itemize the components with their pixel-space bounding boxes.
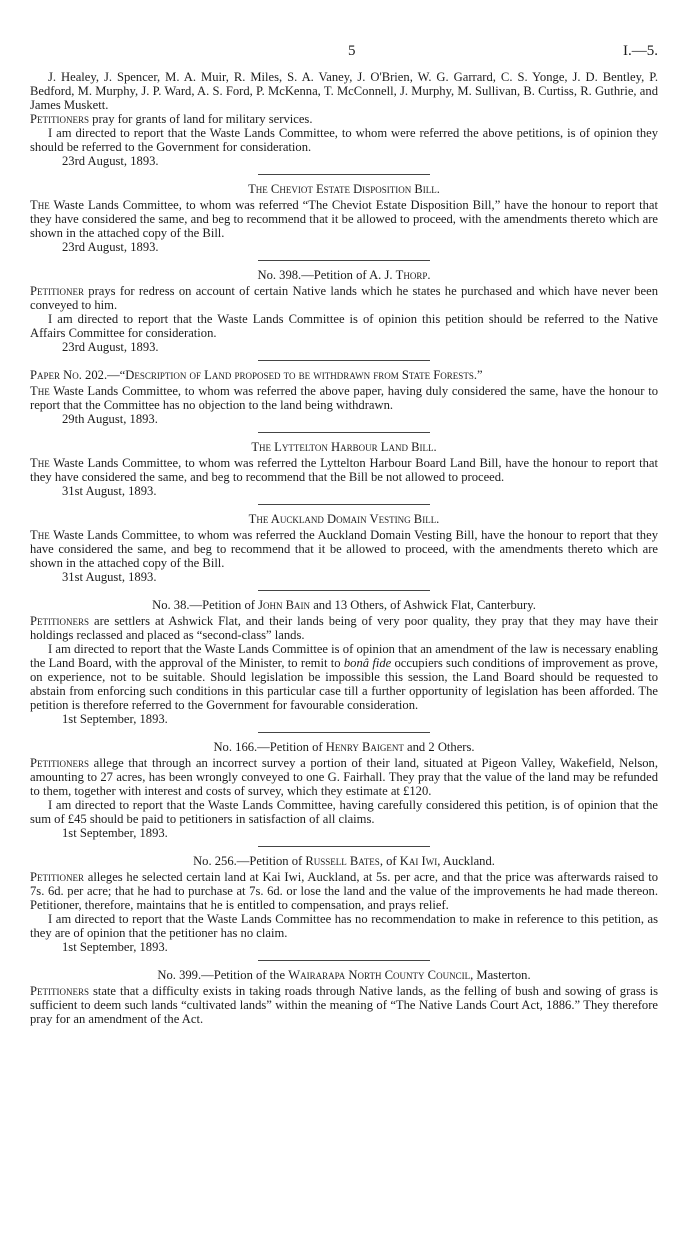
report-text: Waste Lands Committee, to whom was referred “The Cheviot Estate Disposition Bill,” have the honour to report that they have considered the same, and beg to recommend that it be allowed to proceed, with the amendments thereto which are shown in the attached copy of the Bill.	[30, 198, 658, 240]
committee-report	[30, 384, 658, 412]
petitioner-names: J. Healey, J. Spencer, M. A. Muir, R. Miles, S. A. Vaney, J. O'Brien, W. G. Garrard, C. S. Yonge, J. D. Bentley, P. Bedford, M. Murphy, J. P. Ward, A. S. Ford, P. McKenna, T. McConnell, J. Murphy, M. Sullivan, B. Curtiss, R. Guthrie, and James Muskett.	[30, 70, 658, 112]
petition-prayer	[30, 756, 658, 798]
prayer-text: state that a difficulty exists in taking roads through Native lands, as the felling of bush and sowing of grass is sufficient to deem such lands “cultivated lands” within the meaning of “The Native Lands Court Act, 1886.” They therefore pray for an amendment of the Act.	[30, 984, 658, 1026]
heading-text: and 2 Others.	[403, 740, 475, 754]
report-text: Waste Lands Committee, to whom was referred the Auckland Domain Vesting Bill, have the honour to report that they have considered the same, and beg to recommend that it be allowed to proceed, with the amendments thereto which are shown in the attached copy of the Bill.	[30, 528, 658, 570]
committee-report	[30, 456, 658, 484]
petition-prayer	[30, 870, 658, 912]
lead-word: The	[30, 198, 50, 212]
heading-text: No. 399.—Petition of the	[157, 968, 289, 982]
section-divider	[258, 504, 430, 505]
section-heading: The Cheviot Estate Disposition Bill.	[248, 182, 440, 196]
section-heading: The Lyttelton Harbour Land Bill.	[251, 440, 437, 454]
report-text: occupiers such conditions of improvement as prove, on experience, not to be suitable. Should legislation be impossible this session, the Land Board should be requested to abstain from enforcing such conditions in this particular case till a further opportunity of legislation has been afforded. The petition is therefore referred to the Government for favourable consideration.	[30, 656, 658, 712]
section-heading: The Auckland Domain Vesting Bill.	[248, 512, 440, 526]
lead-word: The	[30, 384, 50, 398]
section-heading	[30, 854, 658, 868]
lead-word: Petitioners	[30, 614, 89, 628]
lead-word: The	[30, 528, 50, 542]
report-text: I am directed to report that the Waste Lands Committee is of opinion that an amendment of the law is necessary enabling the Land Board, with the approval of the Minister, to remit to	[30, 642, 658, 670]
petitioner-name: Henry Baigent	[325, 740, 404, 754]
section-divider	[258, 960, 430, 961]
heading-text: No. 398.—Petition of A. J.	[257, 268, 396, 282]
petition-prayer	[30, 984, 658, 1026]
report-date: 31st August, 1893.	[62, 570, 157, 584]
prayer-text: prays for redress on account of certain Native lands which he states he purchased and which have never been conveyed to him.	[30, 284, 658, 312]
report-date: 29th August, 1893.	[62, 412, 158, 426]
report-date: 1st September, 1893.	[62, 712, 168, 726]
report-date: 1st September, 1893.	[62, 940, 168, 954]
lead-word: Petitioners	[30, 984, 89, 998]
document-reference: I.—5.	[623, 43, 658, 59]
section-divider	[258, 732, 430, 733]
lead-word: Petitioner	[30, 870, 84, 884]
italic-phrase: bonâ fide	[343, 656, 392, 670]
petitioner-name: Thorp.	[395, 268, 431, 282]
heading-text: , of	[379, 854, 400, 868]
prayer-text: pray for grants of land for military services.	[89, 112, 313, 126]
document-page	[30, 40, 658, 1026]
committee-report	[30, 528, 658, 570]
report-date: 23rd August, 1893.	[62, 154, 159, 168]
petition-prayer	[30, 614, 658, 642]
section-heading	[30, 268, 658, 282]
petition-prayer	[30, 112, 658, 126]
section-divider	[258, 432, 430, 433]
committee-report	[30, 198, 658, 240]
committee-report: I am directed to report that the Waste Lands Committee, having carefully considered this petition, is of opinion that the sum of £45 should be paid to petitioners in satisfaction of all claims.	[30, 798, 658, 826]
page-header	[30, 40, 658, 70]
heading-text: No. 166.—Petition of	[213, 740, 326, 754]
heading-text: , Masterton.	[470, 968, 531, 982]
petitioner-name: Russell Bates	[305, 854, 380, 868]
prayer-text: allege that through an incorrect survey a portion of their land, situated at Pigeon Valley, Wakefield, Nelson, amounting to 27 acres, has been wrongly conveyed to one G. Fairhall. They pray that the value of the land may be refunded to them, together with interest and costs of survey, which they estimate at £120.	[30, 756, 658, 798]
heading-text: and 13 Others, of Ashwick Flat, Canterbury.	[310, 598, 536, 612]
lead-word: Petitioner	[30, 284, 84, 298]
prayer-text: alleges he selected certain land at Kai Iwi, Auckland, at 5s. per acre, and that the price was afterwards raised to 7s. 6d. per acre; that he had to purchase at 7s. 6d. or lose the land and the value of the improvements he had made thereon. Petitioner, therefore, maintains that he is entitled to compensation, and prays relief.	[30, 870, 658, 912]
petitioner-name: Wairarapa North County Council	[288, 968, 471, 982]
heading-text: No. 38.—Petition of	[152, 598, 259, 612]
prayer-text: are settlers at Ashwick Flat, and their lands being of very poor quality, they pray that they may have their holdings reclassed and placed as “second-class” lands.	[30, 614, 658, 642]
lead-word: Petitioners	[30, 756, 89, 770]
section-divider	[258, 846, 430, 847]
section-divider	[258, 360, 430, 361]
petitioner-name: John Bain	[258, 598, 311, 612]
report-text: Waste Lands Committee, to whom was referred the Lyttelton Harbour Board Land Bill, have the honour to report that they have considered the same, and beg to recommend that the Bill be not allowed to proceed.	[30, 456, 658, 484]
report-text: Waste Lands Committee, to whom was referred the above paper, having duly considered the same, have the honour to report that the Committee has no objection to the land being withdrawn.	[30, 384, 658, 412]
committee-report	[30, 642, 658, 712]
report-date: 31st August, 1893.	[62, 484, 157, 498]
committee-report: I am directed to report that the Waste Lands Committee, to whom were referred the above petitions, is of opinion they should be referred to the Government for consideration.	[30, 126, 658, 154]
report-date: 23rd August, 1893.	[62, 340, 159, 354]
heading-text: No. 256.—Petition of	[193, 854, 306, 868]
section-heading	[30, 740, 658, 754]
section-heading	[30, 968, 658, 982]
committee-report: I am directed to report that the Waste Lands Committee has no recommendation to make in reference to this petition, as they are of opinion that the petitioner has no claim.	[30, 912, 658, 940]
section-heading: Paper No. 202.—“Description of Land proposed to be withdrawn from State Forests.”	[30, 368, 483, 382]
section-divider	[258, 260, 430, 261]
place-name: Kai Iwi	[399, 854, 438, 868]
petition-prayer	[30, 284, 658, 312]
committee-report: I am directed to report that the Waste Lands Committee is of opinion this petition should be referred to the Native Affairs Committee for consideration.	[30, 312, 658, 340]
section-divider	[258, 590, 430, 591]
report-date: 23rd August, 1893.	[62, 240, 159, 254]
page-number: 5	[348, 43, 356, 59]
lead-word: The	[30, 456, 50, 470]
section-heading	[30, 598, 658, 612]
lead-word: Petitioners	[30, 112, 89, 126]
section-divider	[258, 174, 430, 175]
heading-text: , Auckland.	[437, 854, 495, 868]
report-date: 1st September, 1893.	[62, 826, 168, 840]
